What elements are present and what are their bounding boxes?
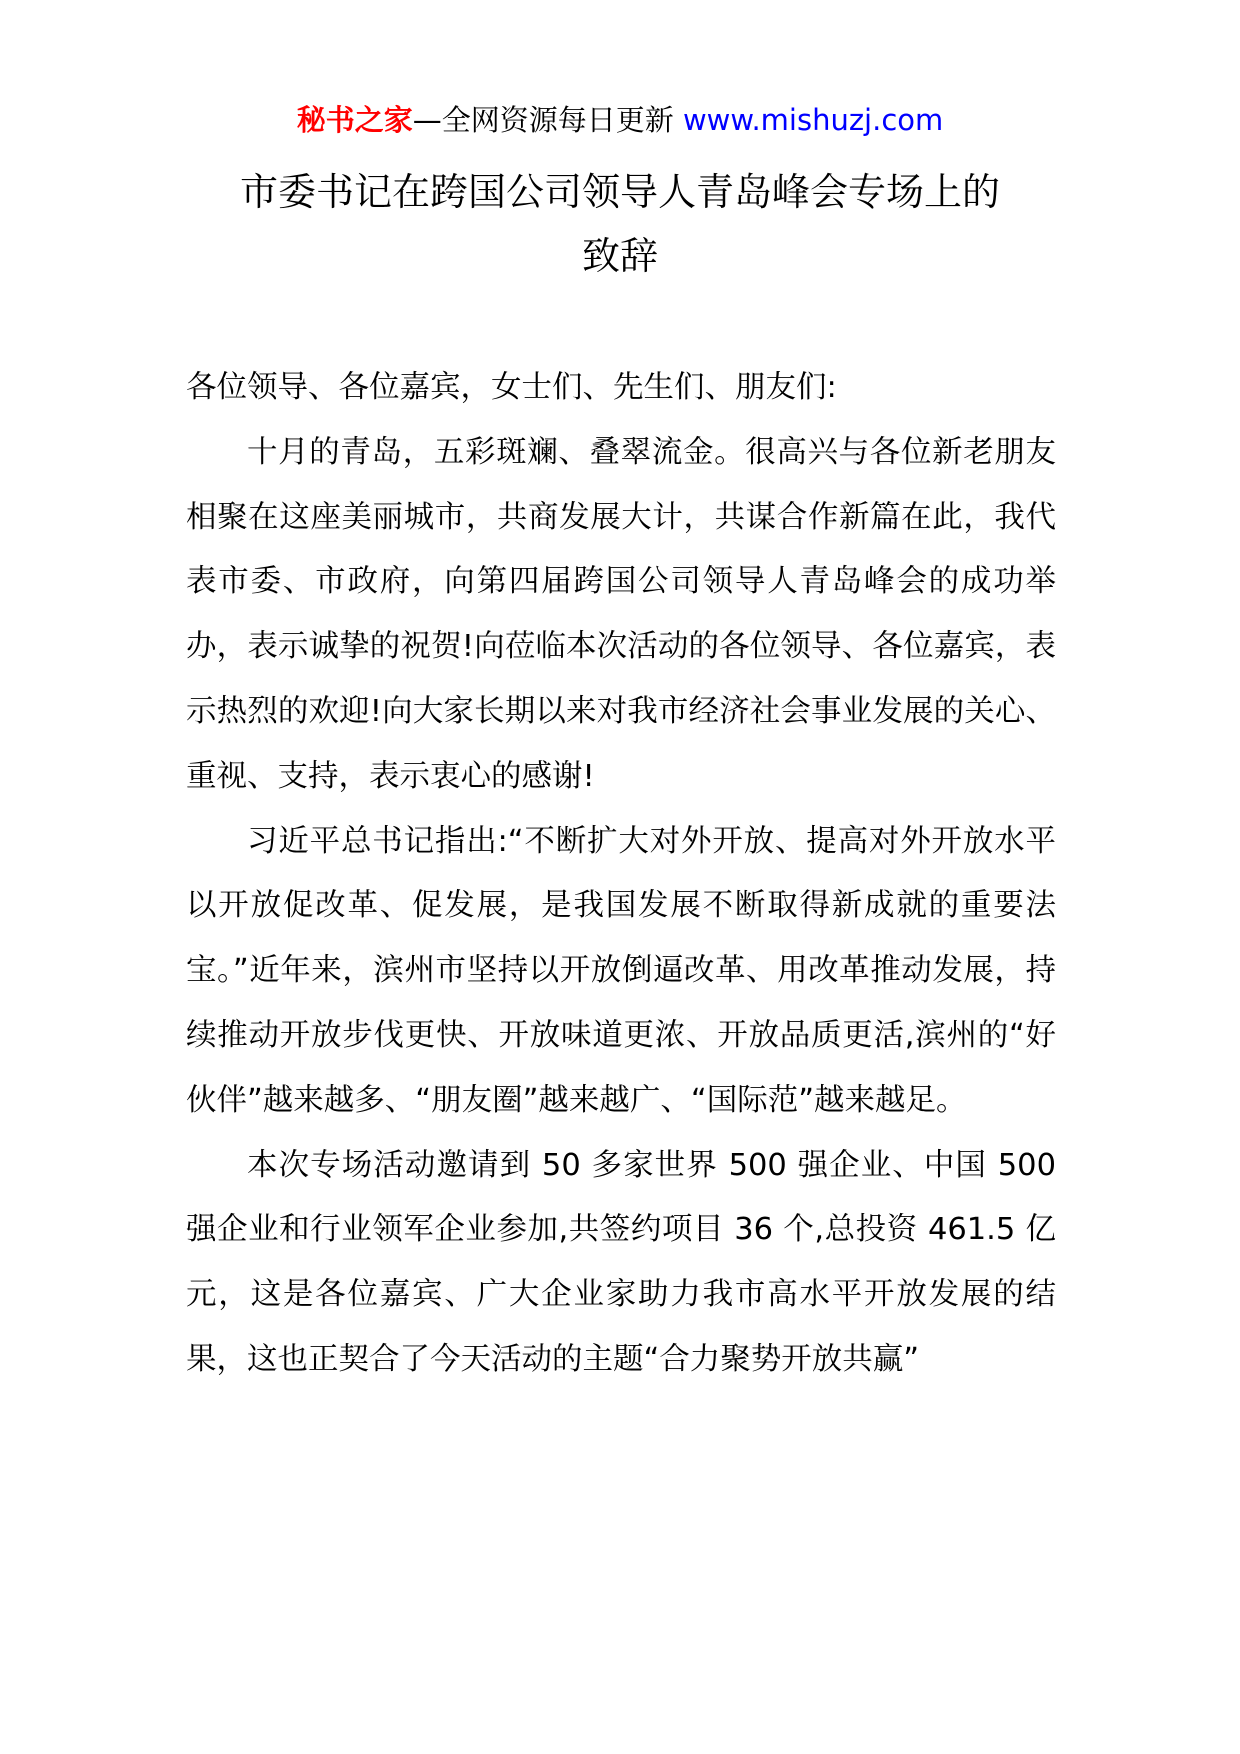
salutation: 各位领导、各位嘉宾，女士们、先生们、朋友们: [186, 370, 837, 405]
body-paragraph-1: 十月的青岛，五彩斑斓、叠翠流金。很高兴与各位新老朋友相聚在这座美丽城市，共商发展大计，共谋合作新篇在此，我代表市委、市政府，向第四届跨国公司领导人青岛峰会的成功举办，表示诚挚的祝贺!向莅临本次活动的各位领导、各位嘉宾，表示热烈的欢迎!向大家长期以来对我市经济社会事业发展的关心、重视、支持，表示衷心的感谢! [186, 434, 1056, 794]
document-title-line-2: 致辞 [581, 234, 658, 278]
document-body [186, 356, 1056, 1393]
body-paragraph-2: 习近平总书记指出:“不断扩大对外开放、提高对外开放水平以开放促改革、促发展，是我国发展不断取得新成就的重要法宝。”近年来，滨州市坚持以开放倒逼改革、用改革推动发展，持续推动开放步伐更快、开放味道更浓、开放品质更活,滨州的“好伙伴”越来越多、“朋友圈”越来越广、“国际范”越来越足。 [186, 823, 1056, 1118]
header-tagline: —全网资源每日更新 [412, 103, 674, 137]
document-title-line-1: 市委书记在跨国公司领导人青岛峰会专场上的 [239, 170, 1000, 214]
site-url-link[interactable]: www.mishuzj.com [682, 103, 944, 137]
brand-name: 秘书之家 [296, 103, 413, 137]
body-paragraph-3: 本次专场活动邀请到 50 多家世界 500 强企业、中国 500 强企业和行业领军企业参加,共签约项目 36 个,总投资 461.5 亿元，这是各位嘉宾、广大企业家助力我市高水平开放发展的结果，这也正契合了今天活动的主题“合力聚势开放共赢” [186, 1147, 1056, 1377]
document-title [150, 160, 1090, 288]
site-header [0, 100, 1240, 140]
